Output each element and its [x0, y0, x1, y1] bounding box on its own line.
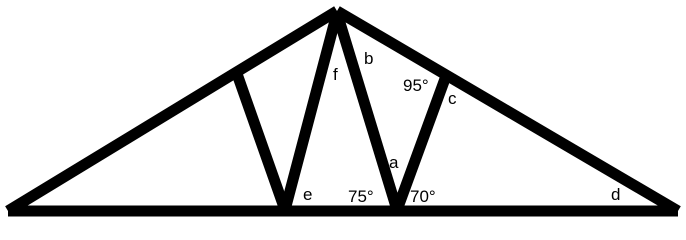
label-c: c	[448, 89, 457, 108]
label-f: f	[333, 65, 338, 84]
label-angle-95: 95°	[403, 76, 429, 95]
label-a: a	[389, 153, 399, 172]
label-d: d	[611, 185, 621, 204]
label-angle-75: 75°	[348, 187, 374, 206]
label-angle-70: 70°	[410, 187, 436, 206]
label-e: e	[303, 185, 313, 204]
left-web	[236, 71, 285, 210]
label-b: b	[364, 49, 374, 68]
